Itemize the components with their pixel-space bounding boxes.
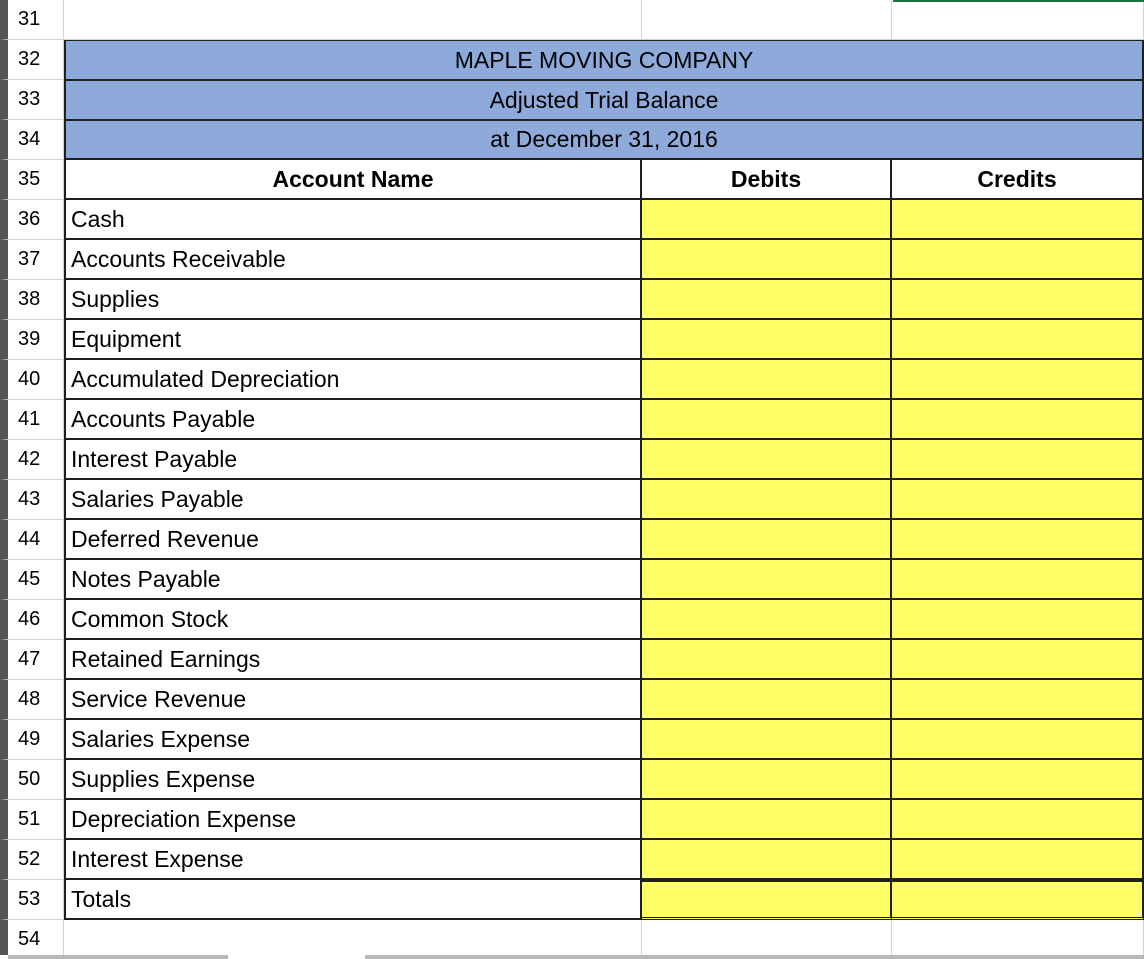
- debit-input-cell[interactable]: [642, 480, 892, 520]
- table-row: [0, 560, 1144, 600]
- cell-c54[interactable]: [892, 920, 1144, 959]
- totals-label[interactable]: Totals: [64, 880, 642, 920]
- credit-input-cell[interactable]: [892, 400, 1144, 440]
- account-name-cell[interactable]: Notes Payable: [64, 560, 642, 600]
- debit-input-cell[interactable]: [642, 360, 892, 400]
- row-54: [0, 920, 1144, 959]
- row-header[interactable]: 46: [0, 600, 64, 640]
- report-title-cell[interactable]: [64, 80, 1144, 120]
- debit-input-cell[interactable]: [642, 680, 892, 720]
- report-date: at December 31, 2016: [490, 126, 718, 152]
- row-header[interactable]: 43: [0, 480, 64, 520]
- table-row: [0, 360, 1144, 400]
- credit-input-cell[interactable]: [892, 800, 1144, 840]
- table-row: [0, 480, 1144, 520]
- row-header[interactable]: 53: [0, 880, 64, 920]
- row-header[interactable]: 44: [0, 520, 64, 560]
- credit-input-cell[interactable]: [892, 640, 1144, 680]
- row-header[interactable]: 42: [0, 440, 64, 480]
- row-header[interactable]: 39: [0, 320, 64, 360]
- table-row: [0, 320, 1144, 360]
- row-header[interactable]: 36: [0, 200, 64, 240]
- credit-input-cell[interactable]: [892, 480, 1144, 520]
- row-header[interactable]: 54: [0, 920, 64, 959]
- credit-input-cell[interactable]: [892, 760, 1144, 800]
- debit-input-cell[interactable]: [642, 440, 892, 480]
- account-name-cell[interactable]: Interest Expense: [64, 840, 642, 880]
- row-header[interactable]: 38: [0, 280, 64, 320]
- debit-input-cell[interactable]: [642, 240, 892, 280]
- row-header[interactable]: 40: [0, 360, 64, 400]
- debit-input-cell[interactable]: [642, 640, 892, 680]
- row-35: [0, 160, 1144, 200]
- table-row: [0, 440, 1144, 480]
- row-31: [0, 0, 1144, 40]
- total-credits-cell[interactable]: [892, 880, 1144, 920]
- row-header[interactable]: 31: [0, 0, 64, 40]
- account-name-cell[interactable]: Common Stock: [64, 600, 642, 640]
- active-cell-indicator: [893, 0, 1144, 2]
- company-name-cell[interactable]: [64, 40, 1144, 80]
- debit-input-cell[interactable]: [642, 600, 892, 640]
- row-header[interactable]: 49: [0, 720, 64, 760]
- debit-input-cell[interactable]: [642, 520, 892, 560]
- row-32: [0, 40, 1144, 80]
- debit-input-cell[interactable]: [642, 800, 892, 840]
- row-header[interactable]: 41: [0, 400, 64, 440]
- debit-input-cell[interactable]: [642, 400, 892, 440]
- cell-a31[interactable]: [64, 0, 642, 40]
- credits-header[interactable]: Credits: [892, 160, 1144, 200]
- credit-input-cell[interactable]: [892, 680, 1144, 720]
- cell-b31[interactable]: [642, 0, 892, 40]
- credit-input-cell[interactable]: [892, 320, 1144, 360]
- debit-input-cell[interactable]: [642, 280, 892, 320]
- debit-input-cell[interactable]: [642, 320, 892, 360]
- report-title: Adjusted Trial Balance: [489, 86, 719, 113]
- debit-input-cell[interactable]: [642, 840, 892, 880]
- scrollbar-segment[interactable]: [365, 955, 1144, 959]
- credit-input-cell[interactable]: [892, 840, 1144, 880]
- row-header[interactable]: 35: [0, 160, 64, 200]
- row-53: [0, 880, 1144, 920]
- debit-input-cell[interactable]: [642, 200, 892, 240]
- account-name-cell[interactable]: Accounts Payable: [64, 400, 642, 440]
- account-name-cell[interactable]: Service Revenue: [64, 680, 642, 720]
- row-header[interactable]: 51: [0, 800, 64, 840]
- account-name-cell[interactable]: Salaries Payable: [64, 480, 642, 520]
- row-header[interactable]: 33: [0, 80, 64, 120]
- row-header[interactable]: 50: [0, 760, 64, 800]
- account-name-cell[interactable]: Depreciation Expense: [64, 800, 642, 840]
- account-name-cell[interactable]: Cash: [64, 200, 642, 240]
- row-header[interactable]: 34: [0, 120, 64, 160]
- table-row: [0, 600, 1144, 640]
- company-name: MAPLE MOVING COMPANY: [454, 46, 754, 73]
- table-row: [0, 680, 1144, 720]
- debit-input-cell[interactable]: [642, 760, 892, 800]
- report-date-cell[interactable]: [64, 120, 1144, 160]
- credit-input-cell[interactable]: [892, 280, 1144, 320]
- row-header[interactable]: 47: [0, 640, 64, 680]
- debits-header[interactable]: Debits: [642, 160, 892, 200]
- account-name-cell[interactable]: Salaries Expense: [64, 720, 642, 760]
- total-debits-cell[interactable]: [642, 880, 892, 920]
- debit-input-cell[interactable]: [642, 560, 892, 600]
- table-row: [0, 720, 1144, 760]
- account-name-cell[interactable]: Accounts Receivable: [64, 240, 642, 280]
- credit-input-cell[interactable]: [892, 440, 1144, 480]
- table-row: [0, 520, 1144, 560]
- credit-input-cell[interactable]: [892, 520, 1144, 560]
- cell-a54[interactable]: [64, 920, 642, 959]
- row-header[interactable]: 37: [0, 240, 64, 280]
- cell-c31[interactable]: [892, 0, 1144, 40]
- account-name-cell[interactable]: Supplies: [64, 280, 642, 320]
- account-name-cell[interactable]: Equipment: [64, 320, 642, 360]
- row-34: [0, 120, 1144, 160]
- row-header[interactable]: 32: [0, 40, 64, 80]
- table-row: [0, 640, 1144, 680]
- account-name-header[interactable]: Account Name: [64, 160, 642, 200]
- table-row: [0, 840, 1144, 880]
- account-name-cell[interactable]: Retained Earnings: [64, 640, 642, 680]
- account-name-cell[interactable]: Supplies Expense: [64, 760, 642, 800]
- credit-input-cell[interactable]: [892, 200, 1144, 240]
- credit-input-cell[interactable]: [892, 240, 1144, 280]
- horizontal-scrollbar-track[interactable]: [0, 955, 1144, 959]
- row-header[interactable]: 45: [0, 560, 64, 600]
- row-header[interactable]: 52: [0, 840, 64, 880]
- row-header[interactable]: 48: [0, 680, 64, 720]
- credit-input-cell[interactable]: [892, 600, 1144, 640]
- debit-input-cell[interactable]: [642, 720, 892, 760]
- row-33: [0, 80, 1144, 120]
- table-row: [0, 200, 1144, 240]
- table-row: [0, 280, 1144, 320]
- credit-input-cell[interactable]: [892, 560, 1144, 600]
- credit-input-cell[interactable]: [892, 720, 1144, 760]
- cell-b54[interactable]: [642, 920, 892, 959]
- account-name-cell[interactable]: Interest Payable: [64, 440, 642, 480]
- table-row: [0, 800, 1144, 840]
- account-name-cell[interactable]: Accumulated Depreciation: [64, 360, 642, 400]
- scrollbar-segment[interactable]: [8, 955, 228, 959]
- table-row: [0, 760, 1144, 800]
- account-name-cell[interactable]: Deferred Revenue: [64, 520, 642, 560]
- credit-input-cell[interactable]: [892, 360, 1144, 400]
- table-row: [0, 240, 1144, 280]
- table-row: [0, 400, 1144, 440]
